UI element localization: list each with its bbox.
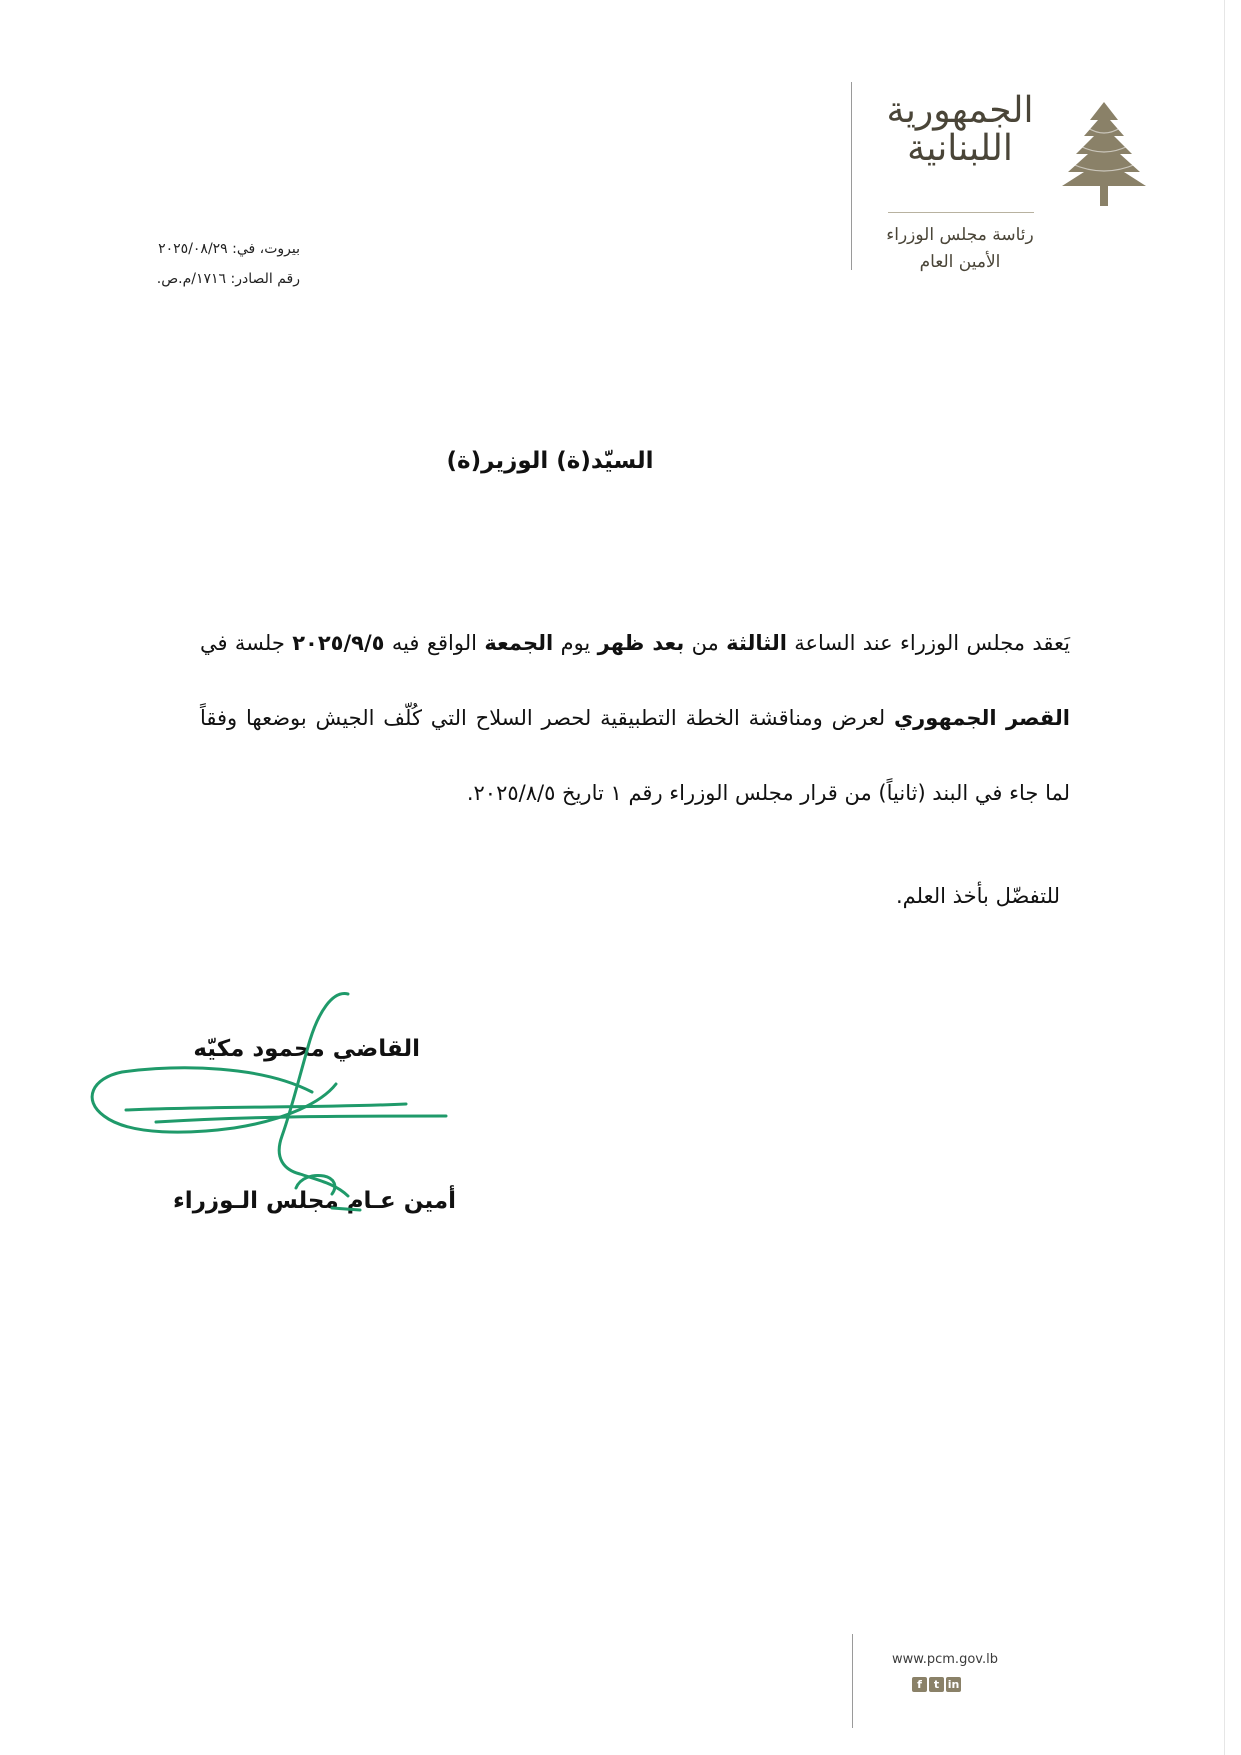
reference-number: رقم الصادر: ١٧١٦/م.ص. — [156, 271, 300, 287]
body-bold-time: الثالثة — [726, 631, 787, 655]
header-divider — [851, 82, 852, 270]
emblem-title — [880, 92, 1040, 168]
date-line: بيروت، في: ٢٠٢٥/٠٨/٢٩ — [158, 241, 300, 257]
page-edge — [1224, 0, 1225, 1755]
letter-body — [200, 606, 1070, 831]
footer-divider — [852, 1634, 853, 1728]
emblem-divider — [888, 212, 1034, 213]
body-text-1: يَعقد مجلس الوزراء عند الساعة — [786, 631, 1070, 655]
cedar-emblem-icon — [1058, 98, 1150, 210]
sub-office-name: الأمين العام — [919, 252, 1001, 273]
handwritten-signature — [86, 988, 466, 1228]
emblem-line-1: الجمهورية — [886, 90, 1034, 131]
body-text-5: جلسة في — [200, 631, 293, 655]
body-bold-afternoon: بعد ظهر — [597, 631, 685, 655]
emblem-line-2: اللبنانية — [907, 127, 1013, 169]
emblem-subtitle — [880, 222, 1040, 276]
website-link[interactable]: www.pcm.gov.lb — [892, 1652, 998, 1667]
letter-meta — [90, 234, 300, 294]
closing-line: للتفضّل بأخذ العلم. — [896, 884, 1060, 908]
body-bold-date: ٢٠٢٥/٩/٥ — [292, 631, 385, 655]
social-icons — [912, 1677, 961, 1692]
signatory-title: أمين عـام مجلس الـوزراء — [173, 1188, 456, 1214]
body-text-2: من — [684, 631, 727, 655]
facebook-icon[interactable]: f — [912, 1677, 927, 1692]
body-bold-venue: القصر الجمهوري — [893, 706, 1070, 730]
body-bold-day: الجمعة — [484, 631, 554, 655]
signatory-name: القاضي محمود مكيّه — [193, 1036, 420, 1062]
linkedin-icon[interactable]: in — [947, 1678, 960, 1691]
twitter-icon[interactable]: t — [929, 1677, 944, 1692]
body-text-3: يوم — [553, 631, 598, 655]
addressee: السيّد(ة) الوزير(ة) — [446, 448, 654, 474]
office-name: رئاسة مجلس الوزراء — [886, 225, 1034, 245]
body-text-4: الواقع فيه — [384, 631, 485, 655]
body-text-6: لعرض ومناقشة الخطة التطبيقية لحصر السلاح التي كُلّف الجيش بوضعها وفقاً لما جاء في البند (ثانياً) من قرار مجلس الوزراء رقم ١ تاريخ ٢٠٢٥/٨/٥. — [200, 706, 1070, 805]
